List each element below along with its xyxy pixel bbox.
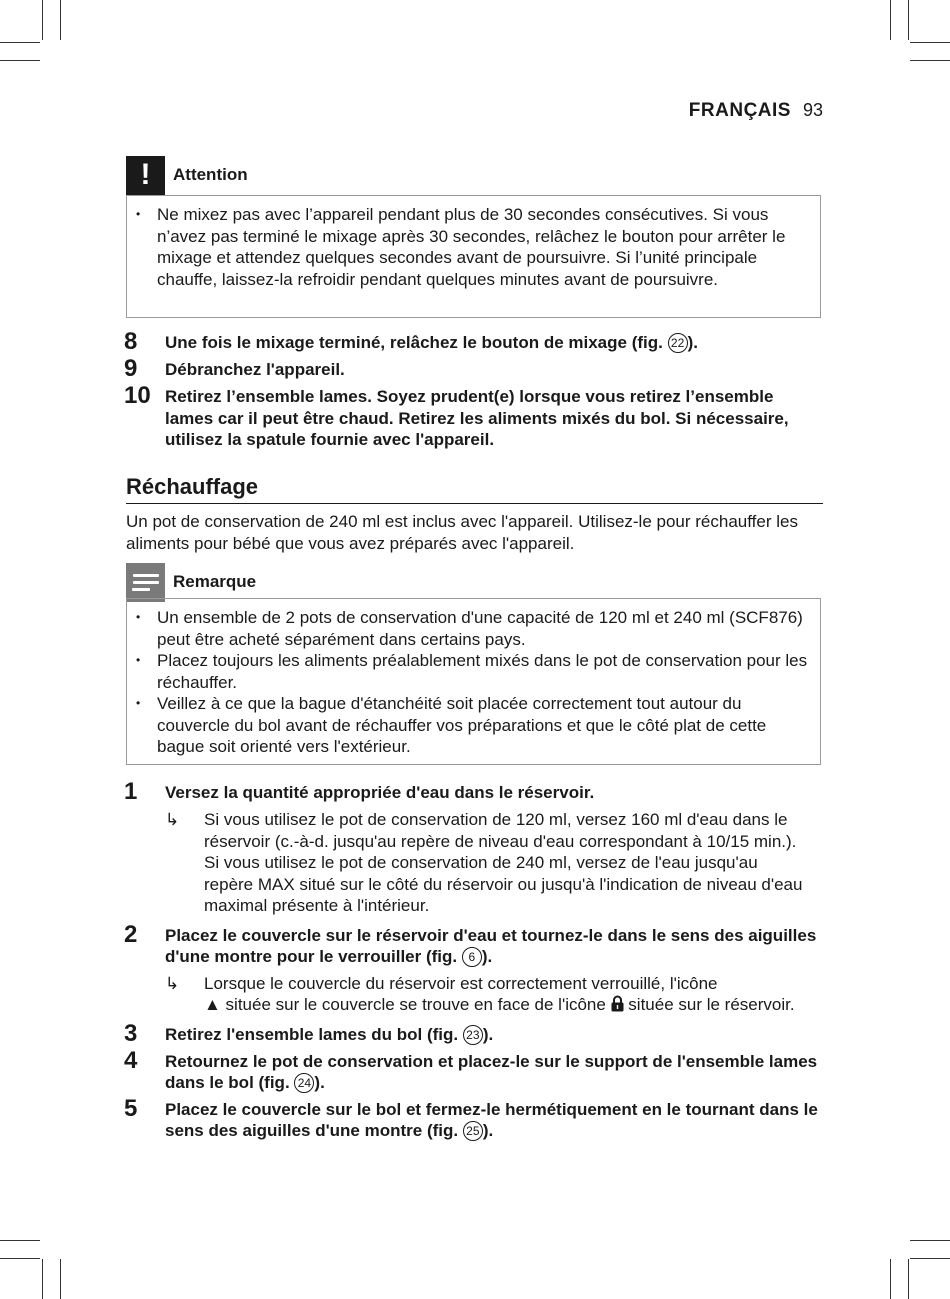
step-number: 10 — [124, 382, 151, 409]
crop-mark — [890, 0, 891, 40]
crop-mark — [60, 1259, 61, 1299]
note-bullet: • Placez toujours les aliments préalablement mixés dans le pot de conservation pour les réchauffer. — [157, 650, 810, 693]
step-item — [124, 1046, 824, 1094]
crop-mark — [890, 1259, 891, 1299]
figure-ref: 23 — [463, 1025, 483, 1045]
crop-mark — [0, 1258, 40, 1259]
step-item — [124, 330, 824, 354]
page-number: 93 — [802, 100, 823, 120]
crop-mark — [910, 1240, 950, 1241]
crop-mark — [42, 0, 43, 40]
caution-title: Attention — [173, 165, 248, 184]
step-number: 8 — [124, 328, 138, 355]
crop-mark — [910, 60, 950, 61]
crop-mark — [0, 1240, 40, 1241]
section-intro: Un pot de conservation de 240 ml est inclus avec l'appareil. Utilisez-le pour réchauffer les aliments pour bébé que vous avez préparés avec l'appareil. — [126, 512, 798, 553]
result-text: Si vous utilisez le pot de conservation de 120 ml, versez 160 ml d'eau dans le réservoir (c.-à-d. jusqu'au repère de niveau d'eau correspondant à 10/15 min.). Si vous utilisez le pot de conservation de 240 ml, versez de l'eau jusqu'au repère MAX situé sur le côté du réservoir ou jusqu'à l'indication de niveau d'eau maximal présente à l'intérieur. — [204, 810, 803, 915]
caution-header — [126, 155, 248, 195]
step-text: Retournez le pot de conservation et placez-le sur le support de l'ensemble lames dans le bol (fig. 24 ). — [165, 1051, 818, 1092]
step-number: 5 — [124, 1094, 138, 1122]
step-text: Débranchez l'appareil. — [165, 360, 345, 379]
step-number: 2 — [124, 920, 138, 948]
note-header — [126, 562, 256, 602]
figure-ref: 25 — [463, 1121, 483, 1141]
crop-mark — [60, 0, 61, 40]
exclamation-icon: ! — [126, 156, 165, 195]
triangle-icon: ▲ — [204, 995, 221, 1014]
step-text: Retirez l'ensemble lames du bol (fig. 23 ). — [165, 1024, 494, 1044]
section-title: Réchauffage — [126, 474, 823, 504]
note-lines-icon — [126, 563, 165, 602]
note-box — [126, 598, 821, 765]
step-number: 3 — [124, 1019, 138, 1047]
note-title: Remarque — [173, 572, 257, 591]
result-arrow-icon: ↳ — [165, 973, 180, 993]
step-text: Une fois le mixage terminé, relâchez le bouton de mixage (fig. 22 ). — [165, 333, 698, 352]
caution-box — [126, 195, 821, 318]
figure-ref: 6 — [462, 947, 482, 967]
crop-mark — [0, 42, 40, 43]
step-text: Versez la quantité appropriée d'eau dans le réservoir. — [165, 783, 595, 802]
crop-mark — [910, 1258, 950, 1259]
step-item — [124, 384, 824, 451]
crop-mark — [910, 42, 950, 43]
steps-list-a — [124, 330, 824, 454]
figure-ref: 24 — [294, 1073, 314, 1093]
step-item — [124, 1019, 824, 1047]
step-item — [124, 1094, 824, 1142]
note-bullet: • Veillez à ce que la bague d'étanchéité soit placée correctement tout autour du couvercle du bol avant de réchauffer vos préparations et que le côté plat de cette bague soit orienté vers l'extérieur. — [157, 693, 810, 758]
step-text: Placez le couvercle sur le bol et fermez-le hermétiquement en le tournant dans le sens des aiguilles d'une montre (fig. 25 ). — [165, 1099, 818, 1140]
step-item — [124, 780, 824, 804]
figure-ref: 22 — [668, 333, 688, 353]
step-result — [165, 973, 824, 1016]
crop-mark — [42, 1259, 43, 1299]
note-bullet: • Un ensemble de 2 pots de conservation d'une capacité de 120 ml et 240 ml (SCF876) peut être acheté séparément dans certains pays. — [157, 607, 810, 650]
language-label: FRANÇAIS — [688, 100, 791, 121]
lock-icon — [611, 995, 624, 1012]
page-header — [689, 100, 823, 122]
step-number: 1 — [124, 778, 138, 805]
crop-mark — [0, 60, 40, 61]
steps-list-b — [124, 780, 824, 1145]
crop-mark — [908, 0, 909, 40]
step-text: Retirez l’ensemble lames. Soyez prudent(e) lorsque vous retirez l’ensemble lames car il peut être chaud. Retirez les aliments mixés du bol. Si nécessaire, utilisez la spatule fournie avec l'appareil. — [165, 387, 789, 449]
step-item — [124, 357, 824, 381]
step-text: Placez le couvercle sur le réservoir d'eau et tournez-le dans le sens des aiguilles d'une montre pour le verrouiller (fig. 6 ). — [165, 925, 817, 966]
step-result — [165, 809, 824, 917]
step-number: 9 — [124, 355, 138, 382]
crop-mark — [908, 1259, 909, 1299]
step-item — [124, 920, 824, 968]
result-arrow-icon: ↳ — [165, 810, 180, 829]
step-number: 4 — [124, 1046, 138, 1074]
result-text: Lorsque le couvercle du réservoir est correctement verrouillé, l'icône ▲ située sur le couvercle se trouve en face de l'icône située sur le réservoir. — [204, 973, 795, 1014]
caution-bullet: • Ne mixez pas avec l’appareil pendant plus de 30 secondes consécutives. Si vous n’avez pas terminé le mixage après 30 secondes, relâchez le bouton pour arrêter le mixage et attendez quelques secondes avant de poursuivre. Si l’unité principale chauffe, laissez-la refroidir pendant quelques minutes avant de poursuivre. — [157, 204, 810, 290]
